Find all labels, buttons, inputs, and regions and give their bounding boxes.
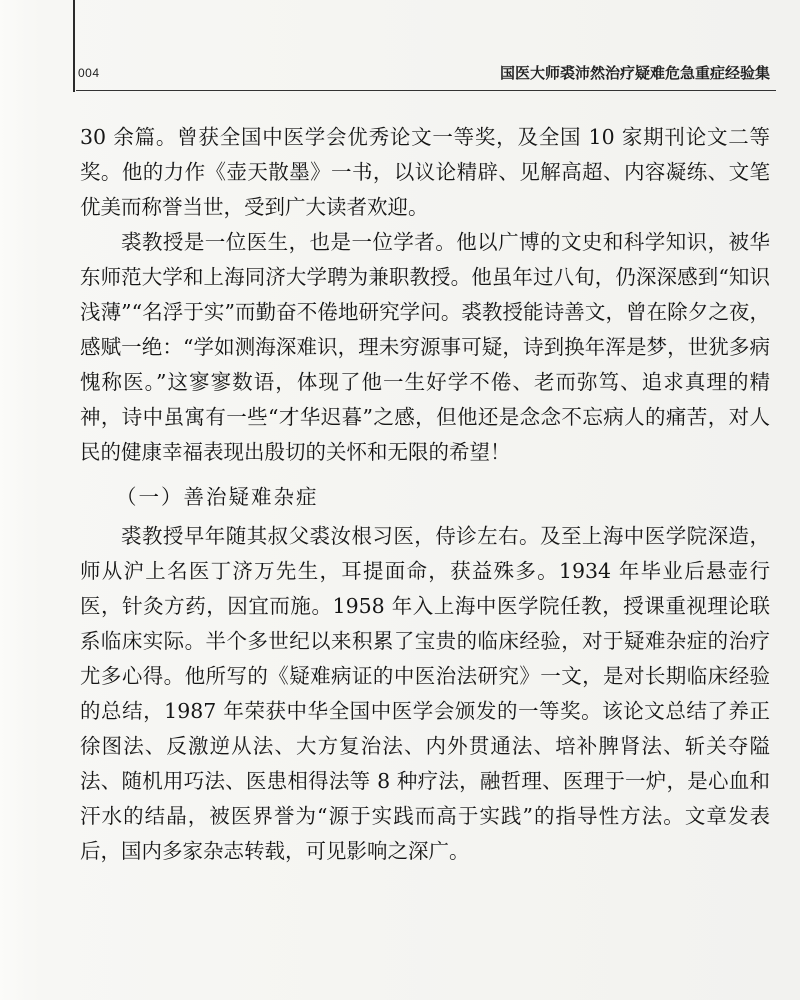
paragraph-clinical: 裘教授早年随其叔父裘汝根习医，侍诊左右。及至上海中医学院深造，师从沪上名医丁济万先生，耳提面命，获益殊多。1934 年毕业后悬壶行医，针灸方药，因宜而施。1958 年入上海中医学院任教，授课重视理论联系临床实际。半个多世纪以来积累了宝贵的临床经验，对于疑难杂症的治疗尤多心得。他所写的《疑难病证的中医治法研究》一文，是对长期临床经验的总结，1987 年荣获中华全国中医学会颁发的一等奖。该论文总结了养正徐图法、反激逆从法、大方复治法、内外贯通法、培补脾肾法、斩关夺隘法、随机用巧法、医患相得法等 8 种疗法，融哲理、医理于一炉，是心血和汗水的结晶，被医界誉为“源于实践而高于实践”的指导性方法。文章发表后，国内多家杂志转载，可见影响之深广。 <box>80 524 770 863</box>
gutter-line <box>73 0 75 92</box>
page-number: 004 <box>78 66 100 80</box>
running-title: 国医大师裘沛然治疗疑难危急重症经验集 <box>499 64 770 82</box>
paragraph-scholar: 裘教授是一位医生，也是一位学者。他以广博的文史和科学知识，被华东师范大学和上海同济大学聘为兼职教授。他虽年过八旬，仍深深感到“知识浅薄”“名浮于实”而勤奋不倦地研究学问。裘教授能诗善文，曾在除夕之夜，感赋一绝：“学如测海深难识，理未穷源事可疑，诗到换年浑是梦，世犹多病愧称医。”这寥寥数语，体现了他一生好学不倦、老而弥笃、追求真理的精神，诗中虽寓有一些“才华迟暮”之感，但他还是念念不忘病人的痛苦，对人民的健康幸福表现出殷切的关怀和无限的希望！ <box>80 230 770 464</box>
paragraph-continuation: 30 余篇。曾获全国中医学会优秀论文一等奖，及全国 10 家期刊论文二等奖。他的力作《壶天散墨》一书，以议论精辟、见解高超、内容凝练、文笔优美而称誉当世，受到广大读者欢迎。 <box>80 125 770 219</box>
header-rule <box>76 90 776 91</box>
body-text <box>80 120 770 869</box>
section-heading: （一）善治疑难杂症 <box>116 485 319 509</box>
